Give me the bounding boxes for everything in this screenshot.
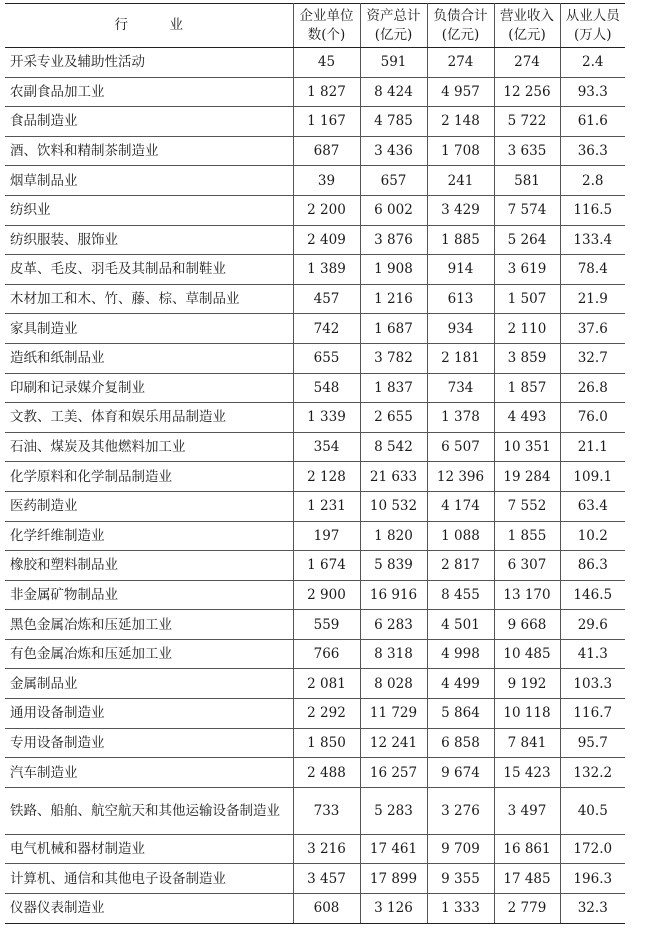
employees-cell: 2.8 [560,166,625,196]
industry-name-cell: 非金属矿物制品业 [5,580,293,610]
total-liabilities-cell: 5 864 [427,699,494,729]
industry-name-cell: 造纸和纸制品业 [5,343,293,373]
enterprise-count-cell: 197 [293,521,360,551]
total-assets-cell: 3 436 [360,136,427,166]
industry-name-cell: 开采专业及辅助性活动 [5,48,293,78]
total-liabilities-cell: 914 [427,255,494,285]
total-liabilities-cell: 4 998 [427,639,494,669]
total-assets-cell: 17 899 [360,864,427,894]
industry-name-cell: 通用设备制造业 [5,699,293,729]
enterprise-count-cell: 1 339 [293,403,360,433]
enterprise-count-cell: 1 850 [293,728,360,758]
total-liabilities-cell: 12 396 [427,462,494,492]
total-liabilities-cell: 4 174 [427,491,494,521]
operating-revenue-cell: 19 284 [494,462,560,492]
industry-name-cell: 化学原料和化学制品制造业 [5,462,293,492]
table-row [5,403,625,433]
operating-revenue-cell: 16 861 [494,834,560,864]
header-industry: 行 业 [5,4,293,48]
table-body [5,48,625,924]
industry-name-cell: 橡胶和塑料制品业 [5,551,293,581]
table-row [5,699,625,729]
operating-revenue-cell: 3 497 [494,787,560,834]
table-row [5,639,625,669]
operating-revenue-cell: 3 619 [494,255,560,285]
total-liabilities-cell: 1 088 [427,521,494,551]
industry-name-cell: 木材加工和木、竹、藤、棕、草制品业 [5,284,293,314]
operating-revenue-cell: 3 859 [494,343,560,373]
operating-revenue-cell: 274 [494,48,560,78]
enterprise-count-cell: 733 [293,787,360,834]
table-row [5,758,625,788]
total-liabilities-cell: 3 276 [427,787,494,834]
table-row [5,551,625,581]
table-header [5,4,625,48]
industry-name-cell: 家具制造业 [5,314,293,344]
table-row [5,166,625,196]
table-row [5,195,625,225]
operating-revenue-cell: 9 192 [494,669,560,699]
employees-cell: 21.9 [560,284,625,314]
table-row [5,77,625,107]
industry-name-cell: 纺织业 [5,195,293,225]
table-row [5,610,625,640]
enterprise-count-cell: 608 [293,894,360,924]
employees-cell: 61.6 [560,107,625,137]
total-assets-cell: 16 257 [360,758,427,788]
total-liabilities-cell: 4 501 [427,610,494,640]
table-row [5,432,625,462]
enterprise-count-cell: 45 [293,48,360,78]
total-assets-cell: 1 837 [360,373,427,403]
industry-name-cell: 烟草制品业 [5,166,293,196]
industry-name-cell: 金属制品业 [5,669,293,699]
total-assets-cell: 8 318 [360,639,427,669]
header-row [5,4,625,48]
industry-name-cell: 铁路、船舶、航空航天和其他运输设备制造业 [5,787,293,834]
total-assets-cell: 6 283 [360,610,427,640]
enterprise-count-cell: 39 [293,166,360,196]
enterprise-count-cell: 1 827 [293,77,360,107]
header-total-liabilities: 负债合计(亿元) [427,4,494,48]
table-row [5,225,625,255]
total-liabilities-cell: 6 507 [427,432,494,462]
employees-cell: 32.7 [560,343,625,373]
table-row [5,314,625,344]
enterprise-count-cell: 354 [293,432,360,462]
table-row [5,669,625,699]
enterprise-count-cell: 3 457 [293,864,360,894]
operating-revenue-cell: 7 552 [494,491,560,521]
header-operating-revenue: 营业收入(亿元) [494,4,560,48]
total-assets-cell: 17 461 [360,834,427,864]
employees-cell: 116.5 [560,195,625,225]
enterprise-count-cell: 2 488 [293,758,360,788]
total-assets-cell: 657 [360,166,427,196]
total-assets-cell: 1 908 [360,255,427,285]
operating-revenue-cell: 7 574 [494,195,560,225]
industry-name-cell: 化学纤维制造业 [5,521,293,551]
total-assets-cell: 591 [360,48,427,78]
enterprise-count-cell: 2 128 [293,462,360,492]
operating-revenue-cell: 17 485 [494,864,560,894]
total-liabilities-cell: 6 858 [427,728,494,758]
total-liabilities-cell: 9 674 [427,758,494,788]
total-assets-cell: 1 687 [360,314,427,344]
operating-revenue-cell: 12 256 [494,77,560,107]
industry-name-cell: 石油、煤炭及其他燃料加工业 [5,432,293,462]
operating-revenue-cell: 10 351 [494,432,560,462]
operating-revenue-cell: 1 855 [494,521,560,551]
table-row [5,787,625,834]
employees-cell: 10.2 [560,521,625,551]
header-total-assets: 资产总计(亿元) [360,4,427,48]
enterprise-count-cell: 2 900 [293,580,360,610]
total-assets-cell: 12 241 [360,728,427,758]
operating-revenue-cell: 6 307 [494,551,560,581]
enterprise-count-cell: 1 167 [293,107,360,137]
table-row [5,373,625,403]
operating-revenue-cell: 1 857 [494,373,560,403]
total-liabilities-cell: 1 885 [427,225,494,255]
industry-name-cell: 纺织服装、服饰业 [5,225,293,255]
operating-revenue-cell: 5 722 [494,107,560,137]
total-liabilities-cell: 734 [427,373,494,403]
total-liabilities-cell: 274 [427,48,494,78]
enterprise-count-cell: 655 [293,343,360,373]
industry-name-cell: 食品制造业 [5,107,293,137]
total-liabilities-cell: 1 333 [427,894,494,924]
table-row [5,580,625,610]
industry-name-cell: 仪器仪表制造业 [5,894,293,924]
employees-cell: 29.6 [560,610,625,640]
employees-cell: 41.3 [560,639,625,669]
operating-revenue-cell: 15 423 [494,758,560,788]
employees-cell: 146.5 [560,580,625,610]
total-liabilities-cell: 9 355 [427,864,494,894]
table-row [5,894,625,924]
header-enterprise-count: 企业单位数(个) [293,4,360,48]
employees-cell: 133.4 [560,225,625,255]
table-row [5,864,625,894]
total-assets-cell: 4 785 [360,107,427,137]
employees-cell: 86.3 [560,551,625,581]
total-assets-cell: 1 216 [360,284,427,314]
industry-name-cell: 汽车制造业 [5,758,293,788]
table-row [5,284,625,314]
operating-revenue-cell: 2 110 [494,314,560,344]
total-assets-cell: 16 916 [360,580,427,610]
employees-cell: 132.2 [560,758,625,788]
operating-revenue-cell: 5 264 [494,225,560,255]
industry-name-cell: 有色金属冶炼和压延加工业 [5,639,293,669]
total-liabilities-cell: 3 429 [427,195,494,225]
industry-name-cell: 酒、饮料和精制茶制造业 [5,136,293,166]
header-employees: 从业人员(万人) [560,4,625,48]
employees-cell: 196.3 [560,864,625,894]
total-liabilities-cell: 8 455 [427,580,494,610]
total-assets-cell: 3 126 [360,894,427,924]
enterprise-count-cell: 548 [293,373,360,403]
employees-cell: 116.7 [560,699,625,729]
employees-cell: 95.7 [560,728,625,758]
employees-cell: 103.3 [560,669,625,699]
operating-revenue-cell: 3 635 [494,136,560,166]
total-assets-cell: 5 283 [360,787,427,834]
enterprise-count-cell: 742 [293,314,360,344]
table-row [5,136,625,166]
employees-cell: 36.3 [560,136,625,166]
total-assets-cell: 5 839 [360,551,427,581]
operating-revenue-cell: 13 170 [494,580,560,610]
table-row [5,491,625,521]
table-row [5,107,625,137]
table-row [5,521,625,551]
operating-revenue-cell: 2 779 [494,894,560,924]
employees-cell: 26.8 [560,373,625,403]
enterprise-count-cell: 559 [293,610,360,640]
operating-revenue-cell: 9 668 [494,610,560,640]
employees-cell: 93.3 [560,77,625,107]
industry-name-cell: 医药制造业 [5,491,293,521]
total-liabilities-cell: 1 378 [427,403,494,433]
total-assets-cell: 3 782 [360,343,427,373]
table-row [5,48,625,78]
enterprise-count-cell: 766 [293,639,360,669]
total-assets-cell: 1 820 [360,521,427,551]
industry-name-cell: 电气机械和器材制造业 [5,834,293,864]
employees-cell: 37.6 [560,314,625,344]
enterprise-count-cell: 3 216 [293,834,360,864]
employees-cell: 76.0 [560,403,625,433]
total-liabilities-cell: 613 [427,284,494,314]
total-assets-cell: 3 876 [360,225,427,255]
industry-name-cell: 黑色金属冶炼和压延加工业 [5,610,293,640]
operating-revenue-cell: 581 [494,166,560,196]
operating-revenue-cell: 1 507 [494,284,560,314]
table-row [5,728,625,758]
enterprise-count-cell: 1 389 [293,255,360,285]
total-liabilities-cell: 1 708 [427,136,494,166]
enterprise-count-cell: 2 200 [293,195,360,225]
employees-cell: 32.3 [560,894,625,924]
total-assets-cell: 8 028 [360,669,427,699]
industry-name-cell: 专用设备制造业 [5,728,293,758]
total-assets-cell: 8 542 [360,432,427,462]
total-liabilities-cell: 4 499 [427,669,494,699]
employees-cell: 172.0 [560,834,625,864]
operating-revenue-cell: 10 118 [494,699,560,729]
industry-name-cell: 印刷和记录媒介复制业 [5,373,293,403]
table-row [5,834,625,864]
total-liabilities-cell: 934 [427,314,494,344]
total-liabilities-cell: 9 709 [427,834,494,864]
total-assets-cell: 11 729 [360,699,427,729]
total-assets-cell: 6 002 [360,195,427,225]
operating-revenue-cell: 4 493 [494,403,560,433]
employees-cell: 40.5 [560,787,625,834]
total-liabilities-cell: 4 957 [427,77,494,107]
total-assets-cell: 2 655 [360,403,427,433]
enterprise-count-cell: 2 081 [293,669,360,699]
enterprise-count-cell: 1 231 [293,491,360,521]
industry-name-cell: 计算机、通信和其他电子设备制造业 [5,864,293,894]
enterprise-count-cell: 2 409 [293,225,360,255]
industry-name-cell: 农副食品加工业 [5,77,293,107]
industry-name-cell: 文教、工美、体育和娱乐用品制造业 [5,403,293,433]
total-liabilities-cell: 2 148 [427,107,494,137]
total-assets-cell: 10 532 [360,491,427,521]
total-assets-cell: 8 424 [360,77,427,107]
total-liabilities-cell: 2 817 [427,551,494,581]
operating-revenue-cell: 10 485 [494,639,560,669]
employees-cell: 2.4 [560,48,625,78]
employees-cell: 109.1 [560,462,625,492]
employees-cell: 78.4 [560,255,625,285]
enterprise-count-cell: 457 [293,284,360,314]
employees-cell: 63.4 [560,491,625,521]
operating-revenue-cell: 7 841 [494,728,560,758]
enterprise-count-cell: 1 674 [293,551,360,581]
table-row [5,343,625,373]
industry-name-cell: 皮革、毛皮、羽毛及其制品和制鞋业 [5,255,293,285]
total-assets-cell: 21 633 [360,462,427,492]
enterprise-count-cell: 687 [293,136,360,166]
total-liabilities-cell: 241 [427,166,494,196]
enterprise-count-cell: 2 292 [293,699,360,729]
table-row [5,255,625,285]
total-liabilities-cell: 2 181 [427,343,494,373]
industry-statistics-table [5,3,625,924]
employees-cell: 21.1 [560,432,625,462]
table-row [5,462,625,492]
